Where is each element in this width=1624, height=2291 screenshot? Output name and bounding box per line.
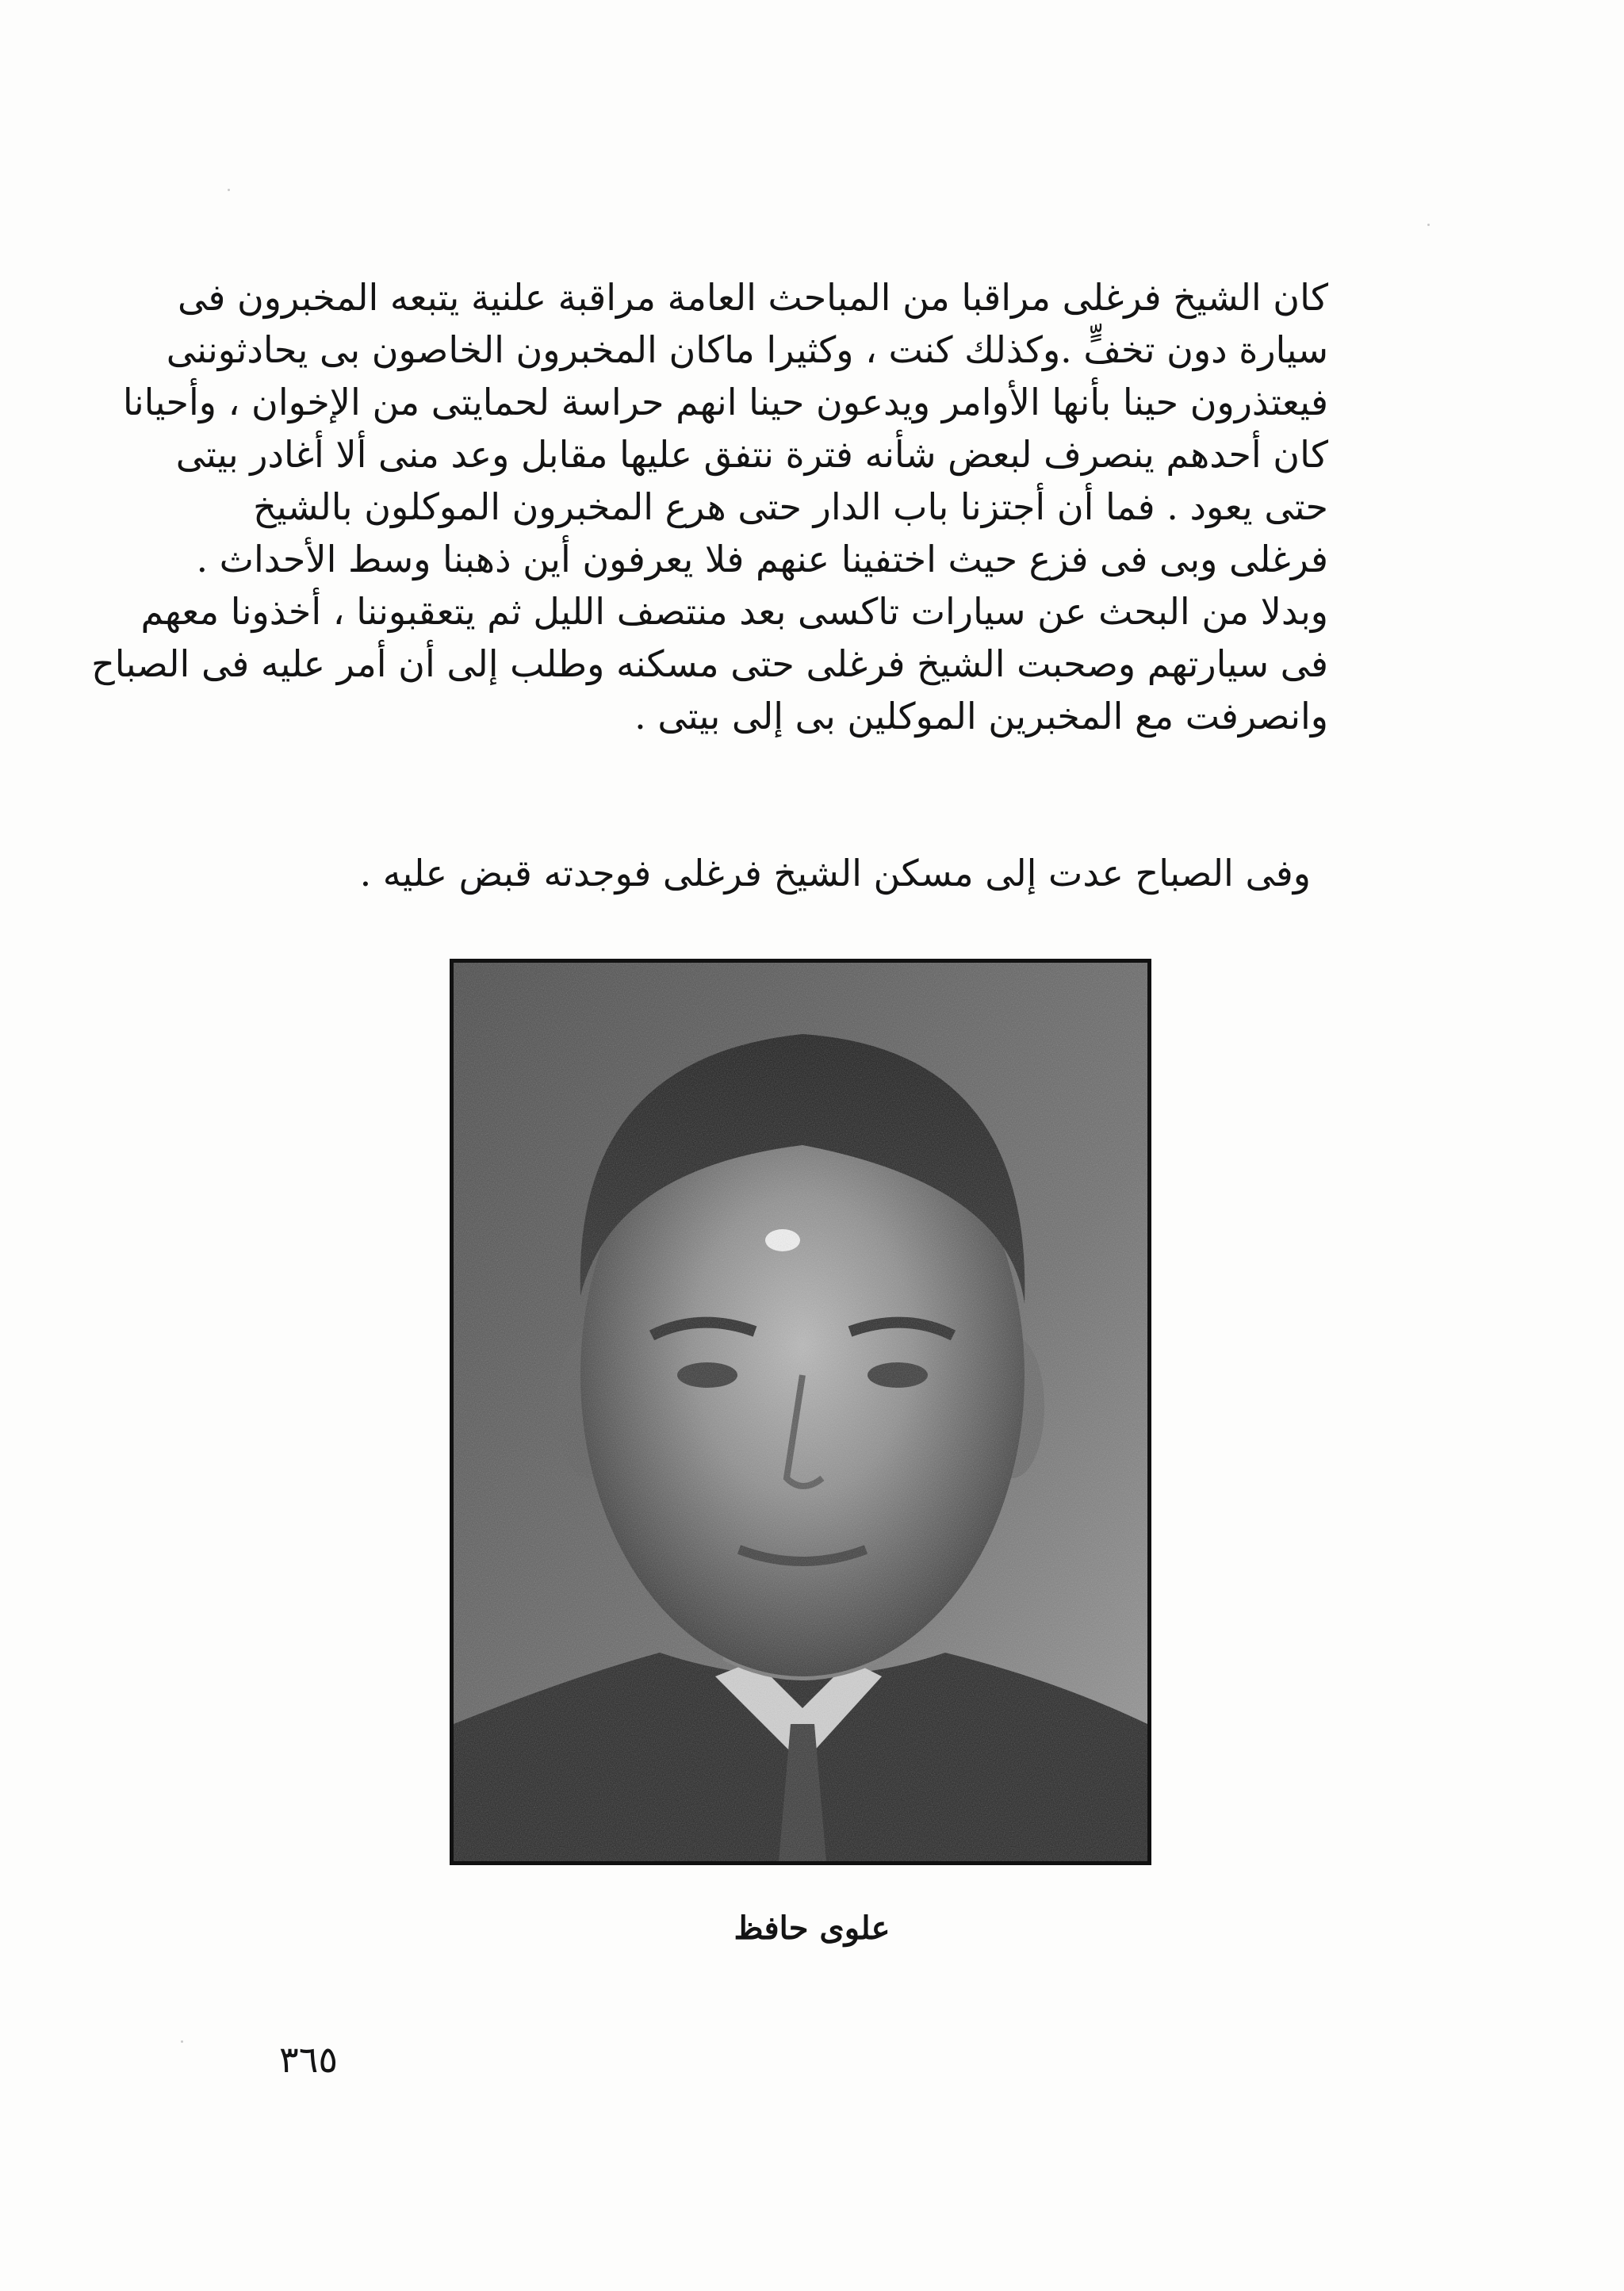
- paper-speck: [1427, 224, 1430, 226]
- text-line: فرغلى وبى فى فزع حيث اختفينا عنهم فلا يعرفون أين ذهبنا وسط الأحداث .: [196, 538, 1328, 580]
- body-paragraph: [91, 271, 1328, 742]
- text-line: كان أحدهم ينصرف لبعض شأنه فترة نتفق عليها مقابل وعد منى ألا أغادر بيتى: [175, 433, 1328, 476]
- text-line: فيعتذرون حينا بأنها الأوامر ويدعون حينا انهم حراسة لحمايتى من الإخوان ، وأحيانا: [122, 381, 1328, 423]
- text-line: حتى يعود . فما أن أجتزنا باب الدار حتى هرع المخبرون الموكلون بالشيخ: [253, 485, 1328, 528]
- paper-speck: [228, 189, 230, 191]
- closing-line: وفى الصباح عدت إلى مسكن الشيخ فرغلى فوجدته قبض عليه .: [359, 852, 1311, 895]
- photo-caption: علوى حافظ: [733, 1910, 891, 1947]
- text-line: وبدلا من البحث عن سيارات تاكسى بعد منتصف الليل ثم يتعقبوننا ، أخذونا معهم: [140, 590, 1328, 633]
- page-number: ٣٦٥: [279, 2038, 339, 2081]
- text-line: سيارة دون تخفٍّ .وكذلك كنت ، وكثيرا ماكان المخبرون الخاصون بى يحادثوننى: [166, 328, 1328, 371]
- text-line: فى سيارتهم وصحبت الشيخ فرغلى حتى مسكنه وطلب إلى أن أمر عليه فى الصباح: [91, 642, 1328, 685]
- portrait-image: [454, 963, 1147, 1861]
- paper-speck: [181, 2040, 183, 2043]
- portrait-photo: [450, 959, 1151, 1865]
- text-line: كان الشيخ فرغلى مراقبا من المباحث العامة مراقبة علنية يتبعه المخبرون فى: [178, 276, 1328, 319]
- text-line: وانصرفت مع المخبرين الموكلين بى إلى بيتى .: [634, 695, 1328, 737]
